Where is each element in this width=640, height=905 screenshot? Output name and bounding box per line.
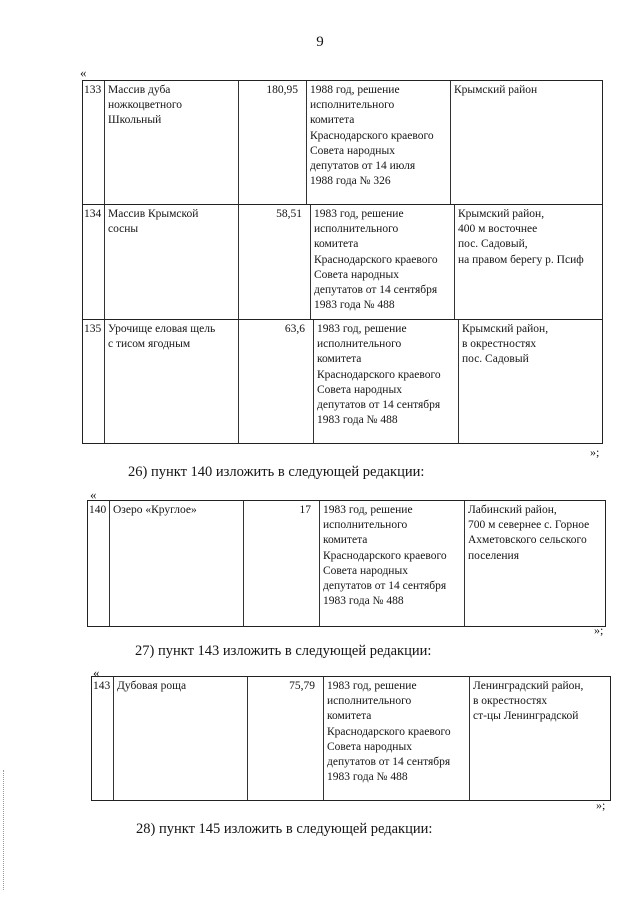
location-text: Крымский район xyxy=(454,84,538,96)
table-row xyxy=(91,676,611,801)
close-mark: »; xyxy=(590,445,600,459)
location-text: Ленинградский район, в окрестностях ст-цы Ленинградской xyxy=(473,680,584,723)
decision-text: 1983 год, решение исполнительного комитета Краснодарского краевого Совета народных депутатов от 14 сентября 1983 года № 488 xyxy=(311,205,455,319)
row-number: 133 xyxy=(83,81,105,204)
object-area: 17 xyxy=(244,501,320,626)
close-mark: »; xyxy=(594,623,604,637)
instruction-text: 27) пункт 143 изложить в следующей редакции: xyxy=(135,643,432,659)
location-text: Крымский район, 400 м восточнее пос. Садовый, на правом берегу р. Псиф xyxy=(458,208,584,266)
decision-text: 1983 год, решение исполнительного комитета Краснодарского краевого Совета народных депутатов от 14 сентября 1983 года № 488 xyxy=(314,320,459,443)
table-row xyxy=(82,319,603,444)
location-text: Лабинский район, 700 м севернее с. Горное Ахметовского сельского поселения xyxy=(468,504,590,562)
decision-text: 1988 год, решение исполнительного комитета Краснодарского краевого Совета народных депутатов от 14 июля 1988 года № 326 xyxy=(307,81,451,204)
close-mark: »; xyxy=(596,798,606,812)
object-name: Дубовая роща xyxy=(114,677,248,800)
page-number: 9 xyxy=(316,34,324,50)
table-row xyxy=(87,500,606,627)
table-row xyxy=(82,80,603,205)
object-area: 75,79 xyxy=(248,677,324,800)
decision-text: 1983 год, решение исполнительного комитета Краснодарского краевого Совета народных депутатов от 14 сентября 1983 года № 488 xyxy=(324,677,470,800)
row-number: 134 xyxy=(83,205,105,319)
margin-line xyxy=(3,770,5,890)
row-number: 143 xyxy=(92,677,114,800)
object-area: 58,51 xyxy=(239,205,311,319)
decision-text: 1983 год, решение исполнительного комитета Краснодарского краевого Совета народных депутатов от 14 сентября 1983 года № 488 xyxy=(320,501,465,626)
open-quote: « xyxy=(93,665,100,680)
location-text: Крымский район, в окрестностях пос. Садовый xyxy=(462,323,549,366)
row-number: 140 xyxy=(88,501,110,626)
open-quote: « xyxy=(90,487,97,502)
instruction-text: 26) пункт 140 изложить в следующей редакции: xyxy=(128,464,425,480)
object-name: Урочище еловая щель с тисом ягодным xyxy=(105,320,239,443)
object-name: Массив дуба ножкоцветного Школьный xyxy=(105,81,239,204)
object-area: 63,6 xyxy=(239,320,314,443)
object-area: 180,95 xyxy=(239,81,307,204)
object-name: Массив Крымской сосны xyxy=(105,205,239,319)
row-number: 135 xyxy=(83,320,105,443)
object-name: Озеро «Круглое» xyxy=(110,501,244,626)
instruction-text: 28) пункт 145 изложить в следующей редакции: xyxy=(136,821,433,837)
open-quote: « xyxy=(80,65,87,80)
table-row xyxy=(82,204,603,320)
